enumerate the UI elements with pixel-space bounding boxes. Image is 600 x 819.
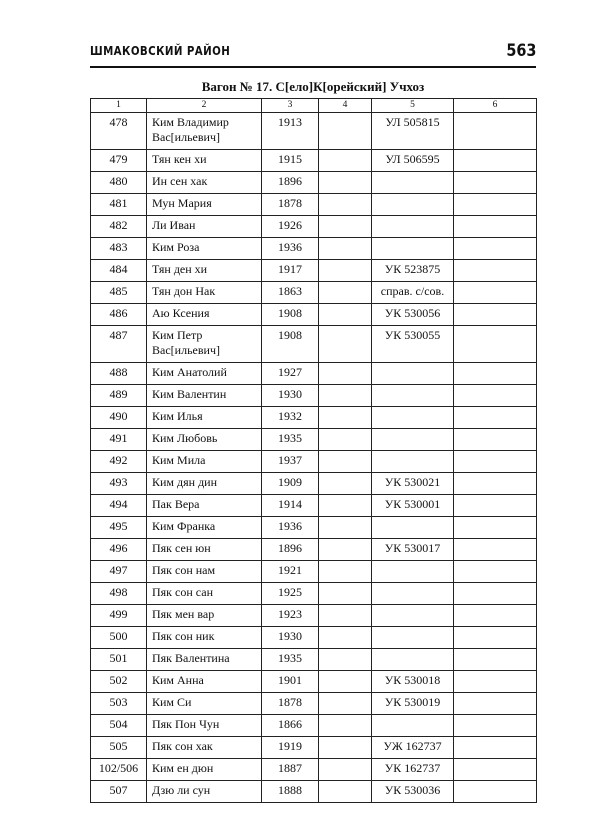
document-cell: [372, 649, 454, 671]
table-row: [91, 282, 537, 304]
birth-year-cell: 1888: [262, 781, 319, 803]
birth-year-cell: 1937: [262, 451, 319, 473]
birth-year-cell: 1915: [262, 150, 319, 172]
column-6-cell: [454, 407, 537, 429]
column-6-cell: [454, 326, 537, 363]
document-cell: [372, 407, 454, 429]
column-6-cell: [454, 539, 537, 561]
birth-year-cell: 1878: [262, 194, 319, 216]
column-6-cell: [454, 781, 537, 803]
record-number-cell: 480: [91, 172, 147, 194]
table-row: [91, 429, 537, 451]
column-4-cell: [319, 260, 372, 282]
name-cell: Пяк мен вар: [147, 605, 262, 627]
name-cell: Пак Вера: [147, 495, 262, 517]
document-cell: [372, 429, 454, 451]
header-divider: [90, 66, 536, 68]
table-row: [91, 649, 537, 671]
deportee-table: [90, 98, 537, 803]
column-4-cell: [319, 451, 372, 473]
column-4-cell: [319, 627, 372, 649]
document-cell: УК 530036: [372, 781, 454, 803]
name-cell: Ким Мила: [147, 451, 262, 473]
column-6-cell: [454, 671, 537, 693]
record-number-cell: 507: [91, 781, 147, 803]
record-number-cell: 500: [91, 627, 147, 649]
birth-year-cell: 1925: [262, 583, 319, 605]
document-cell: [372, 194, 454, 216]
record-number-cell: 478: [91, 113, 147, 150]
document-cell: УК 530019: [372, 693, 454, 715]
record-number-cell: 485: [91, 282, 147, 304]
column-6-cell: [454, 693, 537, 715]
name-cell: Дзю ли сун: [147, 781, 262, 803]
column-4-cell: [319, 583, 372, 605]
document-cell: [372, 385, 454, 407]
name-cell: Ким Франка: [147, 517, 262, 539]
column-4-cell: [319, 605, 372, 627]
column-6-cell: [454, 150, 537, 172]
section-title: ШМАКОВСКИЙ РАЙОН: [90, 43, 231, 58]
column-4-cell: [319, 715, 372, 737]
column-4-cell: [319, 194, 372, 216]
document-cell: УЛ 506595: [372, 150, 454, 172]
record-number-cell: 501: [91, 649, 147, 671]
column-header: 3: [262, 99, 319, 113]
column-6-cell: [454, 737, 537, 759]
table-row: [91, 363, 537, 385]
table-row: [91, 473, 537, 495]
column-4-cell: [319, 113, 372, 150]
table-title: Вагон № 17. С[ело]К[орейский] Учхоз: [201, 79, 425, 94]
record-number-cell: 491: [91, 429, 147, 451]
table-row: [91, 304, 537, 326]
record-number-cell: 487: [91, 326, 147, 363]
document-cell: УК 530017: [372, 539, 454, 561]
record-number-cell: 486: [91, 304, 147, 326]
record-number-cell: 497: [91, 561, 147, 583]
column-4-cell: [319, 429, 372, 451]
column-header: 4: [319, 99, 372, 113]
column-6-cell: [454, 759, 537, 781]
table-row: [91, 238, 537, 260]
column-6-cell: [454, 627, 537, 649]
column-number-row: [91, 99, 537, 113]
table-row: [91, 539, 537, 561]
name-cell: Ким Илья: [147, 407, 262, 429]
birth-year-cell: 1887: [262, 759, 319, 781]
document-cell: [372, 627, 454, 649]
record-number-cell: 504: [91, 715, 147, 737]
name-cell: Аю Ксения: [147, 304, 262, 326]
column-6-cell: [454, 473, 537, 495]
column-4-cell: [319, 473, 372, 495]
record-number-cell: 498: [91, 583, 147, 605]
name-cell: Ким Анна: [147, 671, 262, 693]
birth-year-cell: 1932: [262, 407, 319, 429]
document-cell: [372, 605, 454, 627]
document-cell: [372, 583, 454, 605]
record-number-cell: 502: [91, 671, 147, 693]
column-6-cell: [454, 561, 537, 583]
page-header: [90, 41, 536, 67]
name-cell: Пяк сон хак: [147, 737, 262, 759]
column-6-cell: [454, 495, 537, 517]
birth-year-cell: 1866: [262, 715, 319, 737]
document-cell: справ. с/сов.: [372, 282, 454, 304]
column-4-cell: [319, 150, 372, 172]
table-row: [91, 216, 537, 238]
table-row: [91, 495, 537, 517]
document-cell: УЛ 505815: [372, 113, 454, 150]
table-row: [91, 693, 537, 715]
birth-year-cell: 1909: [262, 473, 319, 495]
name-cell: Тян кен хи: [147, 150, 262, 172]
column-6-cell: [454, 113, 537, 150]
document-cell: [372, 216, 454, 238]
table-row: [91, 385, 537, 407]
name-cell: Ким ен дюн: [147, 759, 262, 781]
document-cell: [372, 451, 454, 473]
birth-year-cell: 1896: [262, 172, 319, 194]
table-row: [91, 517, 537, 539]
column-6-cell: [454, 238, 537, 260]
record-number-cell: 490: [91, 407, 147, 429]
birth-year-cell: 1927: [262, 363, 319, 385]
table-row: [91, 451, 537, 473]
name-cell: Ким Си: [147, 693, 262, 715]
name-cell: Ким Валентин: [147, 385, 262, 407]
document-cell: УК 530001: [372, 495, 454, 517]
column-6-cell: [454, 715, 537, 737]
column-4-cell: [319, 649, 372, 671]
record-number-cell: 481: [91, 194, 147, 216]
column-4-cell: [319, 737, 372, 759]
column-4-cell: [319, 172, 372, 194]
table-row: [91, 737, 537, 759]
column-6-cell: [454, 172, 537, 194]
column-4-cell: [319, 304, 372, 326]
column-6-cell: [454, 194, 537, 216]
table-row: [91, 781, 537, 803]
column-6-cell: [454, 304, 537, 326]
name-cell: Мун Мария: [147, 194, 262, 216]
column-6-cell: [454, 260, 537, 282]
column-4-cell: [319, 539, 372, 561]
document-cell: [372, 172, 454, 194]
column-6-cell: [454, 583, 537, 605]
birth-year-cell: 1935: [262, 649, 319, 671]
page-number: 563: [505, 41, 536, 61]
birth-year-cell: 1901: [262, 671, 319, 693]
birth-year-cell: 1917: [262, 260, 319, 282]
document-cell: УК 530055: [372, 326, 454, 363]
document-cell: УК 530021: [372, 473, 454, 495]
name-cell: Ким Петр Вас[ильевич]: [147, 326, 262, 363]
birth-year-cell: 1936: [262, 238, 319, 260]
table-row: [91, 260, 537, 282]
name-cell: Ли Иван: [147, 216, 262, 238]
name-cell: Пяк сон ник: [147, 627, 262, 649]
table-row: [91, 561, 537, 583]
document-cell: УК 530018: [372, 671, 454, 693]
column-6-cell: [454, 385, 537, 407]
column-6-cell: [454, 649, 537, 671]
birth-year-cell: 1926: [262, 216, 319, 238]
document-cell: [372, 517, 454, 539]
column-4-cell: [319, 495, 372, 517]
record-number-cell: 492: [91, 451, 147, 473]
column-6-cell: [454, 282, 537, 304]
birth-year-cell: 1908: [262, 326, 319, 363]
column-header: 2: [147, 99, 262, 113]
birth-year-cell: 1921: [262, 561, 319, 583]
birth-year-cell: 1914: [262, 495, 319, 517]
column-4-cell: [319, 759, 372, 781]
column-6-cell: [454, 517, 537, 539]
column-header: 5: [372, 99, 454, 113]
column-6-cell: [454, 429, 537, 451]
column-6-cell: [454, 451, 537, 473]
column-header: 1: [91, 99, 147, 113]
table-row: [91, 194, 537, 216]
table-row: [91, 407, 537, 429]
column-4-cell: [319, 385, 372, 407]
record-number-cell: 483: [91, 238, 147, 260]
birth-year-cell: 1908: [262, 304, 319, 326]
record-number-cell: 505: [91, 737, 147, 759]
document-cell: УЖ 162737: [372, 737, 454, 759]
record-number-cell: 482: [91, 216, 147, 238]
column-4-cell: [319, 671, 372, 693]
column-4-cell: [319, 781, 372, 803]
table-row: [91, 671, 537, 693]
column-4-cell: [319, 407, 372, 429]
document-cell: УК 523875: [372, 260, 454, 282]
record-number-cell: 496: [91, 539, 147, 561]
birth-year-cell: 1878: [262, 693, 319, 715]
document-cell: УК 530056: [372, 304, 454, 326]
birth-year-cell: 1935: [262, 429, 319, 451]
table-row: [91, 113, 537, 150]
record-number-cell: 499: [91, 605, 147, 627]
name-cell: Пяк Пон Чун: [147, 715, 262, 737]
record-number-cell: 484: [91, 260, 147, 282]
record-number-cell: 488: [91, 363, 147, 385]
column-4-cell: [319, 238, 372, 260]
table-row: [91, 627, 537, 649]
birth-year-cell: 1923: [262, 605, 319, 627]
name-cell: Ким Любовь: [147, 429, 262, 451]
document-cell: УК 162737: [372, 759, 454, 781]
column-4-cell: [319, 561, 372, 583]
record-number-cell: 493: [91, 473, 147, 495]
record-number-cell: 495: [91, 517, 147, 539]
record-number-cell: 494: [91, 495, 147, 517]
birth-year-cell: 1896: [262, 539, 319, 561]
table-row: [91, 150, 537, 172]
column-6-cell: [454, 216, 537, 238]
birth-year-cell: 1930: [262, 627, 319, 649]
name-cell: Тян дон Нак: [147, 282, 262, 304]
table-row: [91, 583, 537, 605]
name-cell: Пяк сон сан: [147, 583, 262, 605]
column-4-cell: [319, 517, 372, 539]
column-4-cell: [319, 363, 372, 385]
name-cell: Пяк сен юн: [147, 539, 262, 561]
birth-year-cell: 1863: [262, 282, 319, 304]
table-row: [91, 605, 537, 627]
name-cell: Ким Владимир Вас[ильевич]: [147, 113, 262, 150]
name-cell: Ким дян дин: [147, 473, 262, 495]
document-cell: [372, 238, 454, 260]
birth-year-cell: 1936: [262, 517, 319, 539]
document-cell: [372, 561, 454, 583]
name-cell: Тян ден хи: [147, 260, 262, 282]
birth-year-cell: 1919: [262, 737, 319, 759]
column-4-cell: [319, 693, 372, 715]
record-number-cell: 102/506: [91, 759, 147, 781]
name-cell: Ким Роза: [147, 238, 262, 260]
record-number-cell: 479: [91, 150, 147, 172]
document-cell: [372, 715, 454, 737]
record-number-cell: 503: [91, 693, 147, 715]
name-cell: Пяк Валентина: [147, 649, 262, 671]
name-cell: Ким Анатолий: [147, 363, 262, 385]
birth-year-cell: 1913: [262, 113, 319, 150]
name-cell: Пяк сон нам: [147, 561, 262, 583]
column-header: 6: [454, 99, 537, 113]
document-cell: [372, 363, 454, 385]
table-row: [91, 326, 537, 363]
name-cell: Ин сен хак: [147, 172, 262, 194]
birth-year-cell: 1930: [262, 385, 319, 407]
column-6-cell: [454, 363, 537, 385]
table-row: [91, 172, 537, 194]
table-row: [91, 715, 537, 737]
column-4-cell: [319, 282, 372, 304]
table-row: [91, 759, 537, 781]
column-6-cell: [454, 605, 537, 627]
column-4-cell: [319, 216, 372, 238]
record-number-cell: 489: [91, 385, 147, 407]
column-4-cell: [319, 326, 372, 363]
